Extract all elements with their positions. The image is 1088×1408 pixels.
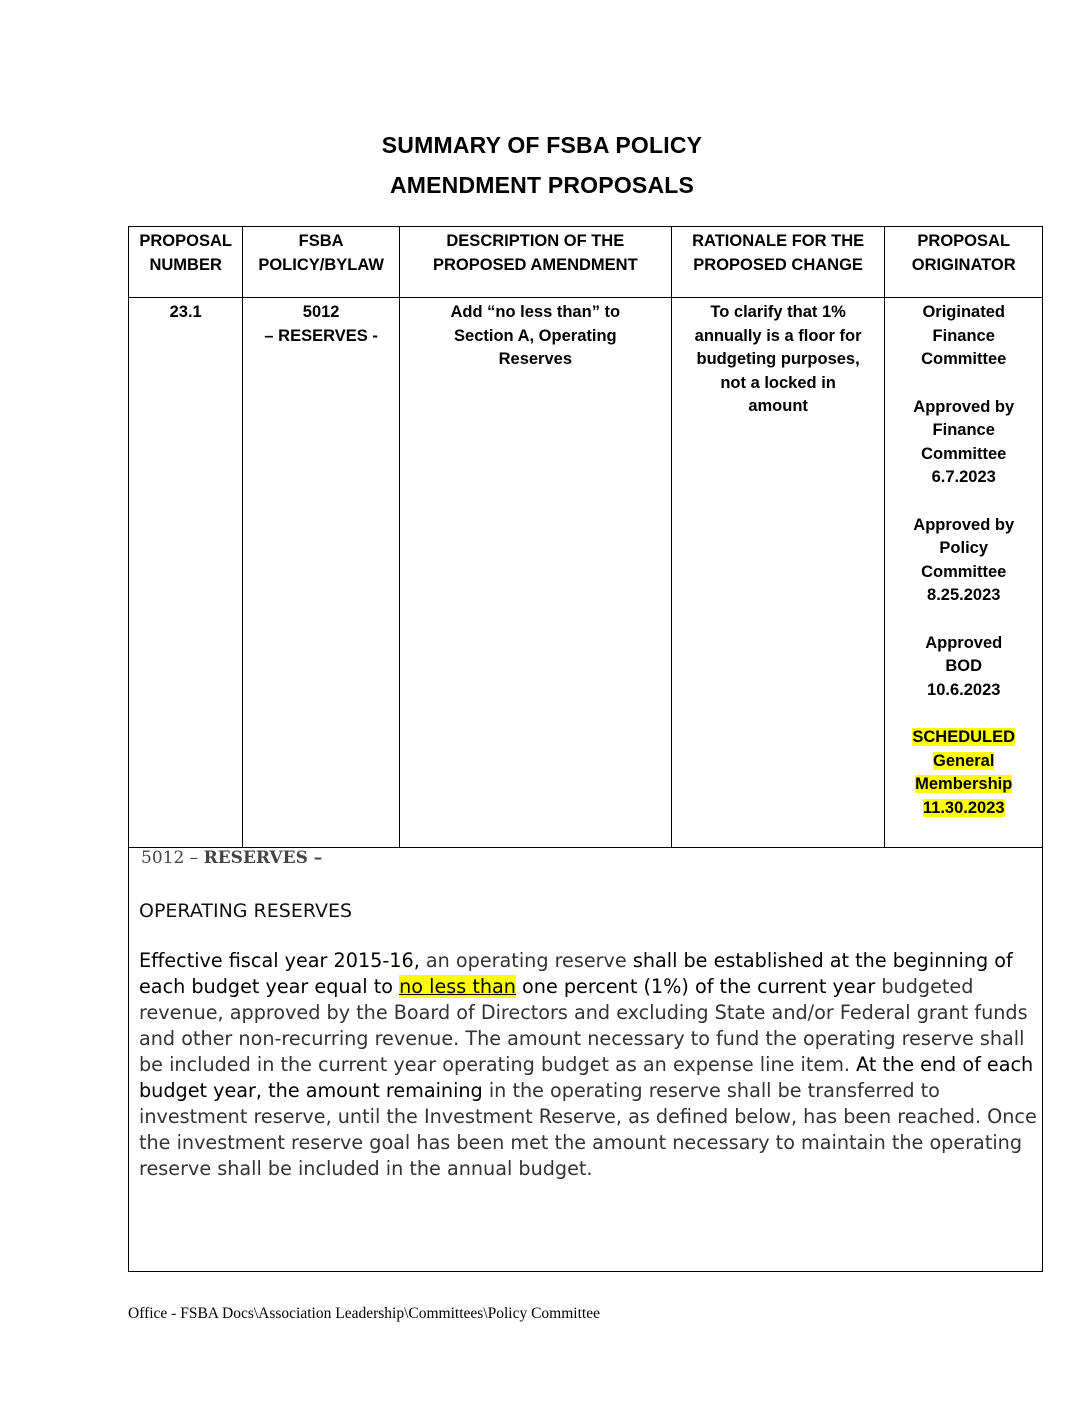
rationale-cell [671,298,885,848]
paragraph-text: shall be established at the beginning of each budget year equal to [139,949,1013,998]
document-title-line-2: AMENDMENT PROPOSALS [389,172,695,198]
bod-approval [885,632,1042,703]
scheduled-line: General [933,751,995,770]
table-header-row [129,227,1043,298]
header-text: FSBA [298,232,344,250]
header-policy-bylaw [243,227,400,298]
scheduled-line: 11.30.2023 [922,798,1005,817]
policy-approval [885,514,1042,608]
description-line: Section A, Operating [454,326,617,345]
paragraph-text: budgeted revenue, approved by the Board of Directors and excluding State and/or Federal grant funds and other non-recurring revenue. The amount necessary to fund the operating reserve shall be included in the current year operating budget as an expense line item. [139,975,1028,1076]
originator-origin [885,301,1042,372]
policy-text-box [128,844,1043,1272]
description-line: Reserves [498,350,573,368]
rationale-line: budgeting purposes, [696,350,860,368]
paragraph-text: Effective fiscal year 2015-16, [139,949,420,972]
spacer [885,490,1042,514]
proposal-number: 23.1 [169,303,202,321]
originator-line: 8.25.2023 [927,586,1001,604]
originator-line: Committee [921,444,1007,463]
header-text: DESCRIPTION OF THE [446,232,625,250]
header-proposal-number [129,227,243,298]
spacer [885,608,1042,632]
scheduled-membership [885,726,1042,820]
originator-line: Policy [939,539,989,557]
header-text: PROPOSED AMENDMENT [432,255,638,274]
spacer [885,702,1042,726]
header-originator [885,227,1043,298]
originator-line: BOD [945,657,983,675]
finance-approval [885,396,1042,490]
header-text: ORIGINATOR [911,255,1016,274]
proposal-number-cell [129,298,243,848]
description-line: Add “no less than” to [450,303,621,321]
rationale-line: not a locked in [720,373,836,392]
header-text: PROPOSAL [139,232,232,250]
policy-name: – RESERVES - [264,326,378,345]
scheduled-line: Membership [915,775,1013,793]
paragraph-text: one percent (1%) of the current year [515,975,876,998]
originator-line: 10.6.2023 [927,680,1001,699]
originator-line: Finance [932,421,995,439]
policy-cell [243,298,400,848]
originator-line: Committee [921,562,1007,581]
paragraph-text: At the end of each budget year, the amount remaining [139,1053,1034,1102]
header-text: NUMBER [149,255,222,274]
section-heading [141,848,322,868]
document-title-line-1: SUMMARY OF FSBA POLICY [381,132,703,158]
policy-paragraph [139,948,1039,1182]
header-rationale [671,227,885,298]
originator-line: Originated [922,303,1005,321]
paragraph-text: an operating reserve [419,949,633,972]
originator-line: Approved [925,633,1003,652]
footer-path: Office - FSBA Docs\Association Leadership\Committees\Policy Committee [128,1305,600,1322]
header-description [399,227,671,298]
proposals-table [128,226,1043,848]
section-number: 5012 – [141,848,199,868]
originator-line: Committee [921,350,1007,368]
highlighted-amendment-text: no less than [399,975,516,998]
table-row [129,298,1043,848]
header-text: RATIONALE FOR THE [692,232,865,250]
scheduled-line: SCHEDULED [912,728,1016,746]
originator-line: 6.7.2023 [931,468,996,486]
header-text: PROPOSED CHANGE [693,255,863,274]
spacer [885,372,1042,396]
rationale-line: annually is a floor for [694,326,862,345]
header-text: POLICY/BYLAW [258,255,384,274]
originator-line: Finance [932,326,995,345]
section-name: RESERVES – [203,848,323,868]
originator-line: Approved by [913,515,1015,534]
paragraph-text: in the operating reserve shall be transferred to investment reserve, until the Investment Reserve, as defined below, has been reached. Once the investment reserve goal has been met the amount necessary to maintain the operating reserve shall be included in the annual budget. [139,1079,1037,1180]
originator-line: Approved by [913,397,1015,416]
header-text: PROPOSAL [917,232,1011,250]
originator-cell [885,298,1043,848]
rationale-line: amount [748,397,808,415]
rationale-line: To clarify that 1% [710,303,846,321]
policy-number: 5012 [302,303,340,321]
operating-reserves-title: OPERATING RESERVES [139,900,353,922]
description-cell [399,298,671,848]
